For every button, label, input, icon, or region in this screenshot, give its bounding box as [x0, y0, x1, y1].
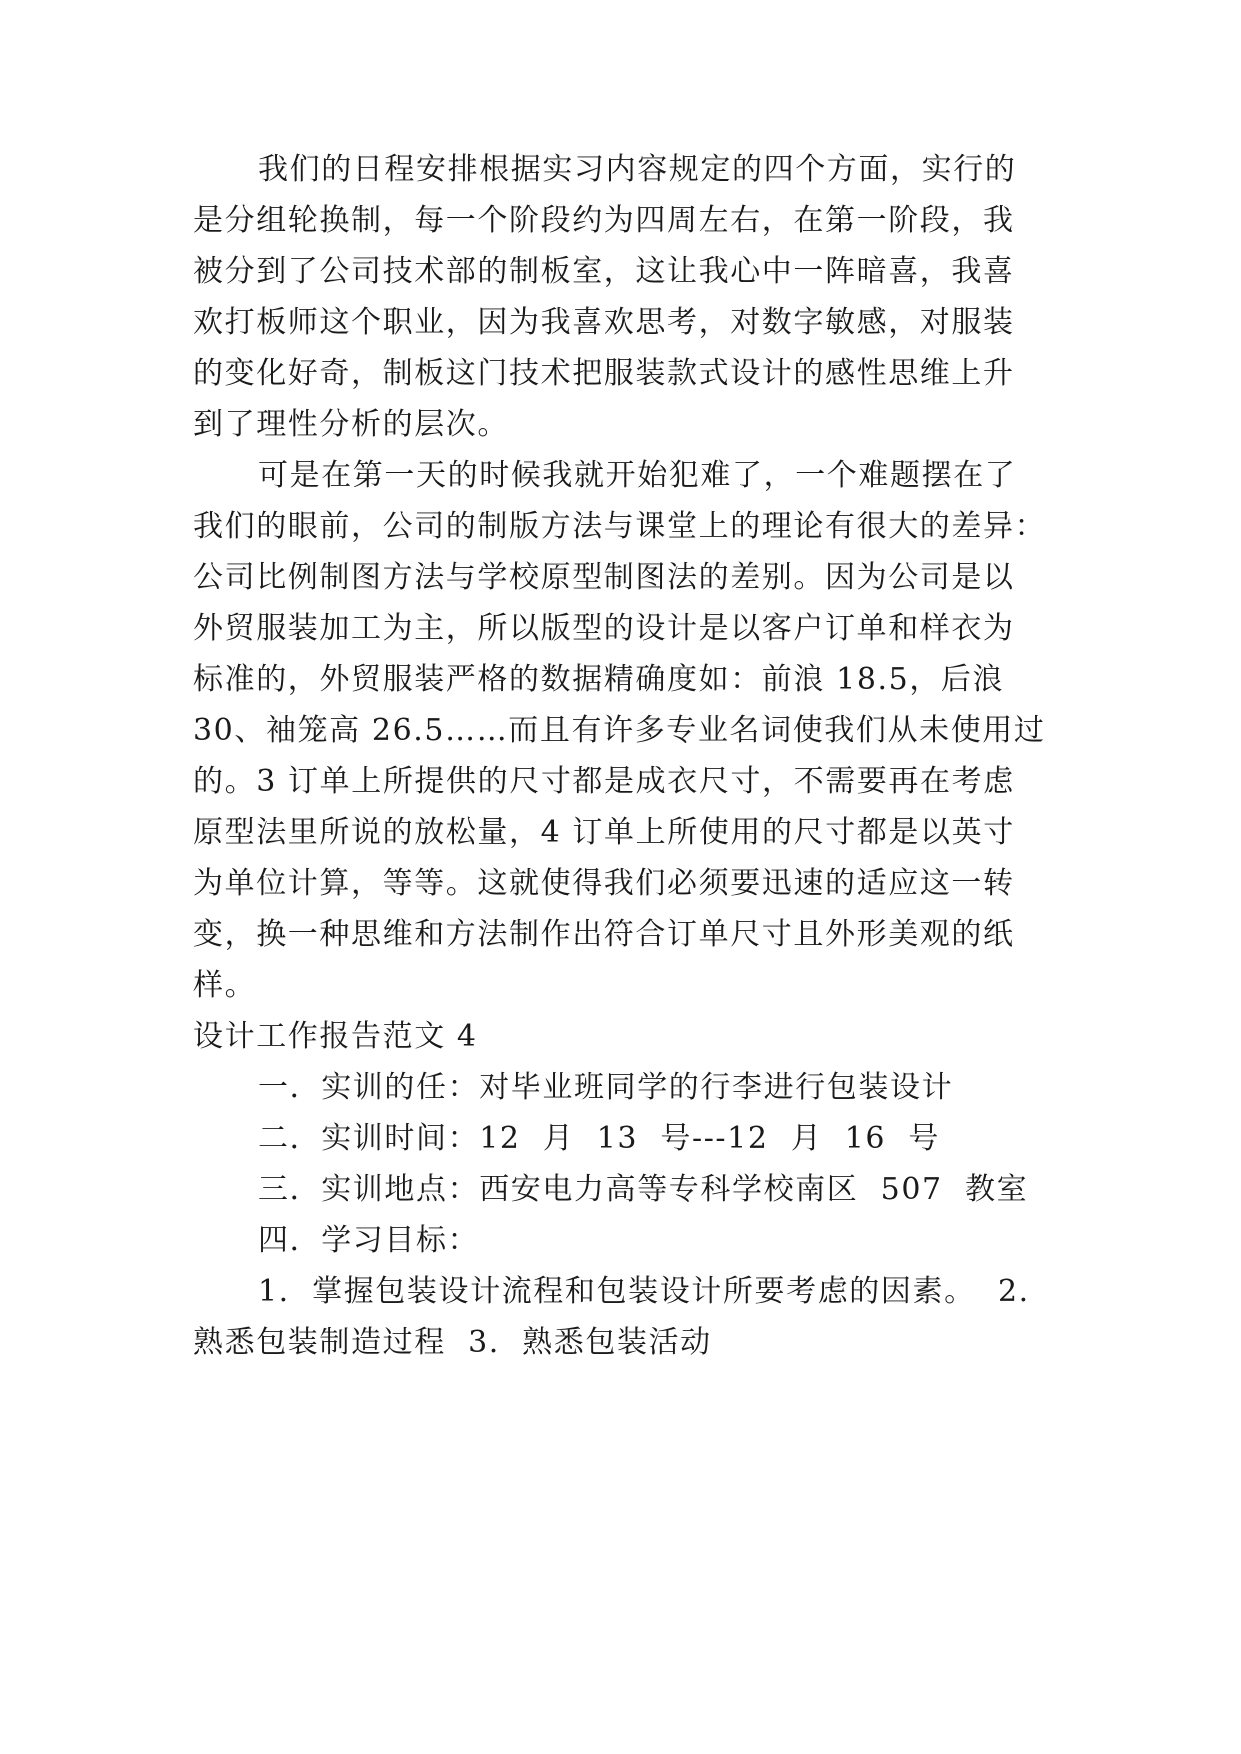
list-item-3: 三．实训地点：西安电力高等专科学校南区 507 教室 — [258, 1172, 1029, 1207]
paragraph-1-line-3: 被分到了公司技术部的制板室，这让我心中一阵暗喜，我喜 — [193, 254, 1015, 289]
paragraph-1-line-2: 是分组轮换制，每一个阶段约为四周左右，在第一阶段，我 — [193, 203, 1015, 238]
paragraph-2-line-10: 变，换一种思维和方法制作出符合订单尺寸且外形美观的纸 — [193, 917, 1015, 952]
paragraph-2-line-4: 外贸服装加工为主，所以版型的设计是以客户订单和样衣为 — [193, 611, 1015, 646]
list-item-1: 一．实训的任：对毕业班同学的行李进行包装设计 — [258, 1070, 954, 1105]
paragraph-2-line-11: 样。 — [193, 968, 257, 1003]
list-item-4: 四．学习目标： — [258, 1223, 480, 1258]
paragraph-1-line-6: 到了理性分析的层次。 — [193, 407, 509, 442]
paragraph-1-line-4: 欢打板师这个职业，因为我喜欢思考，对数字敏感，对服装 — [193, 305, 1015, 340]
paragraph-2-line-9: 为单位计算，等等。这就使得我们必须要迅速的适应这一转 — [193, 866, 1015, 901]
paragraph-2-line-8: 原型法里所说的放松量，4 订单上所使用的尺寸都是以英寸 — [193, 815, 1015, 850]
paragraph-2-line-2: 我们的眼前，公司的制版方法与课堂上的理论有很大的差异： — [193, 509, 1047, 544]
paragraph-2-line-1: 可是在第一天的时候我就开始犯难了，一个难题摆在了 — [258, 458, 1017, 493]
paragraph-1-line-1: 我们的日程安排根据实习内容规定的四个方面，实行的 — [258, 152, 1017, 187]
paragraph-2-line-5: 标准的，外贸服装严格的数据精确度如：前浪 18.5，后浪 — [193, 662, 1005, 697]
paragraph-2-line-6: 30、袖笼高 26.5……而且有许多专业名词使我们从未使用过 — [193, 713, 1046, 748]
objectives-line-1: 1. 掌握包装设计流程和包装设计所要考虑的因素。 2. — [258, 1274, 1030, 1309]
list-item-2: 二．实训时间：12 月 13 号---12 月 16 号 — [258, 1121, 940, 1156]
objectives-line-2: 熟悉包装制造过程 3. 熟悉包装活动 — [193, 1325, 712, 1360]
section-heading: 设计工作报告范文 4 — [193, 1019, 478, 1054]
paragraph-2-line-7: 的。3 订单上所提供的尺寸都是成衣尺寸，不需要再在考虑 — [193, 764, 1015, 799]
paragraph-2-line-3: 公司比例制图方法与学校原型制图法的差别。因为公司是以 — [193, 560, 1015, 595]
paragraph-1-line-5: 的变化好奇，制板这门技术把服装款式设计的感性思维上升 — [193, 356, 1015, 391]
